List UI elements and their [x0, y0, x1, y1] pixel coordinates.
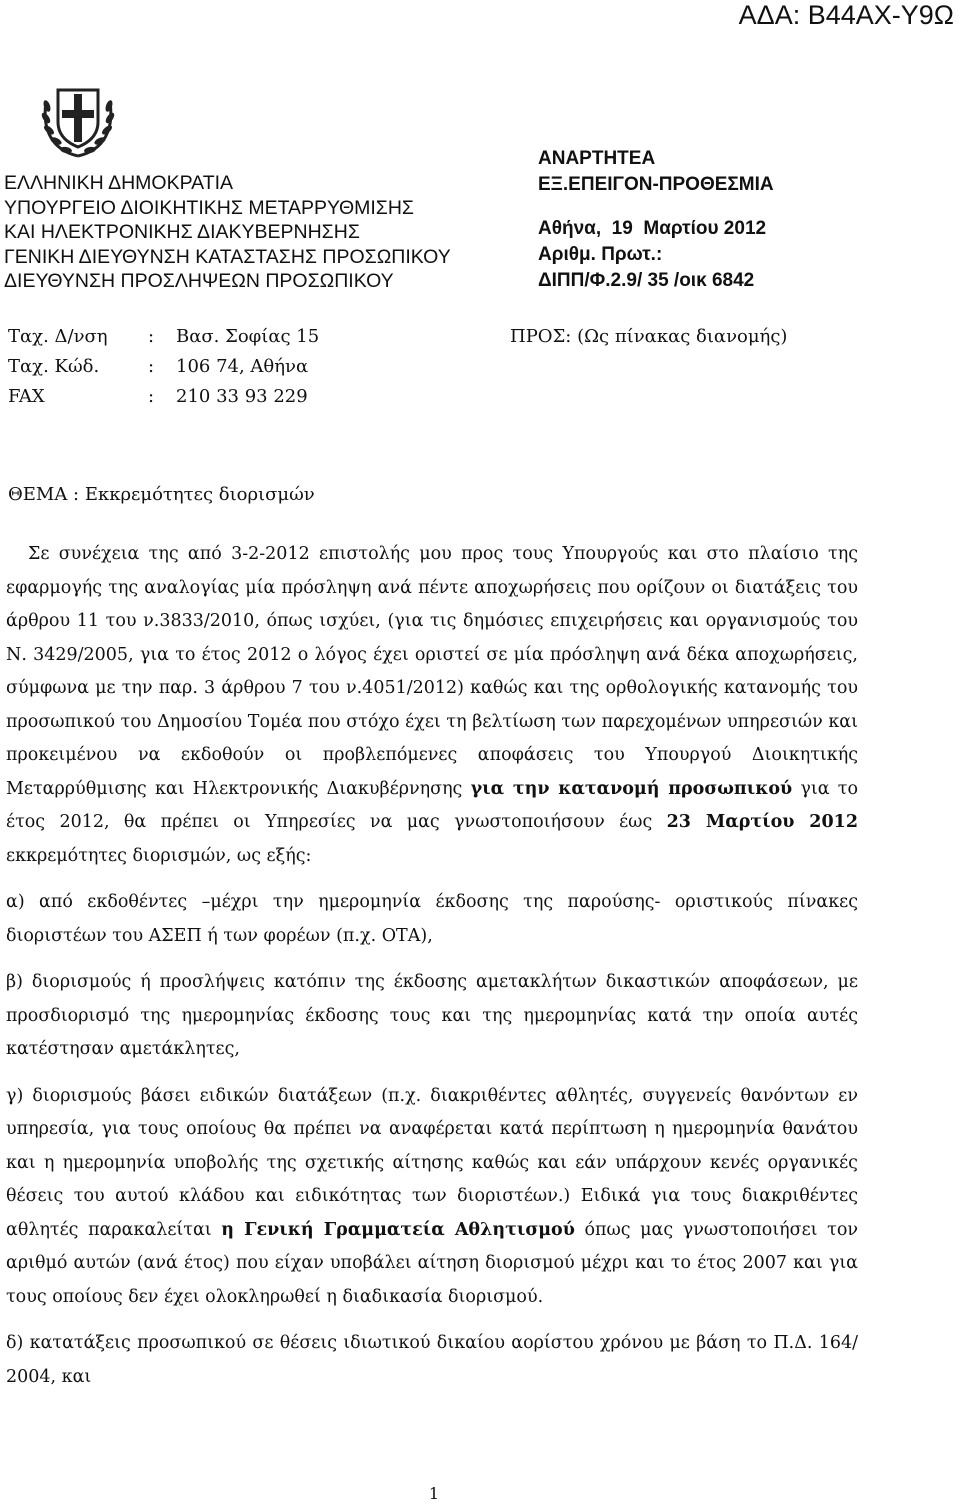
intro-paragraph: Σε συνέχεια της από 3-2-2012 επιστολής μου προς τους Υπουργούς και στο πλαίσιο της εφαρμογής της αναλογίας μία πρόσληψη ανά πέντε αποχωρήσεις που ορίζουν οι διατάξεις του άρθρου 11 του ν.3833/2010, όπως ισχύει, (για τις δημόσιες επιχειρήσεις και οργανισμούς του Ν. 3429/2005, για το έτος 2012 ο λόγος έχει οριστεί σε μία πρόσληψη ανά δέκα αποχωρήσεις, σύμφωνα με την παρ. 3 άρθρου 7 του ν.4051/2012) καθώς και της ορθολογικής κατανομής του προσωπικού του Δημοσίου Τομέα που στόχο έχει τη βελτίωση των παρεχομένων υπηρεσιών και προκειμένου να εκδοθούν οι προβλεπόμενες αποφάσεις του Υπουργού Διοικητικής Μεταρρύθμισης και Ηλεκτρονικής Διακυβέρνησης για την κατανομή προσωπικού για το έτος 2012, θα πρέπει οι Υπηρεσίες να μας γνωστοποιήσουν έως 23 Μαρτίου 2012 εκκρεμότητες διορισμών, ως εξής:: [6, 544, 858, 866]
letter-body: [6, 538, 858, 1394]
list-item-b: β) διορισμούς ή προσλήψεις κατόπιν της έκδοσης αμετακλήτων δικαστικών αποφάσεων, με προσδιορισμό της ημερομηνίας έκδοσης τους και της ημερομηνίας κατά την οποία αυτές κατέστησαν αμετάκλητες,: [6, 972, 858, 1059]
postcode-label: Ταχ. Κώδ.: [8, 356, 100, 377]
urgency-label: ΕΞ.ΕΠΕΙΓΟΝ-ΠΡΟΘΕΣΜΙΑ: [538, 174, 774, 195]
colon: :: [148, 356, 155, 377]
greek-coat-of-arms-icon: [38, 80, 118, 160]
intro-bold-phrase: για την κατανομή προσωπικού: [470, 778, 793, 799]
contact-block: [8, 322, 319, 412]
ada-code: ΑΔΑ: Β44ΑΧ-Υ9Ω: [738, 0, 954, 30]
fax-row: [8, 382, 319, 412]
fax-label: FAX: [8, 386, 45, 407]
item-c-bold-phrase: η Γενική Γραμματεία Αθλητισμού: [221, 1219, 575, 1240]
deadline-date: 23 Μαρτίου 2012: [666, 812, 858, 832]
authority-line: ΚΑΙ ΗΛΕΚΤΡΟΝΙΚΗΣ ΔΙΑΚΥΒΕΡΝΗΣΗΣ: [4, 221, 360, 243]
authority-line: ΥΠΟΥΡΓΕΙΟ ΔΙΟΙΚΗΤΙΚΗΣ ΜΕΤΑΡΡΥΘΜΙΣΗΣ: [4, 196, 414, 219]
colon: :: [148, 386, 155, 407]
authority-line: ΔΙΕΥΘΥΝΣΗ ΠΡΟΣΛΗΨΕΩΝ ΠΡΟΣΩΠΙΚΟΥ: [4, 270, 394, 292]
street-label: Ταχ. Δ/νση: [8, 326, 108, 347]
issuing-authority: [4, 171, 451, 294]
list-item-a: α) από εκδοθέντες –μέχρι την ημερομηνία έκδοσης της παρούσης- οριστικούς πίνακες διοριστέων του ΑΣΕΠ ή των φορέων (π.χ. ΟΤΑ),: [6, 892, 858, 946]
authority-line: ΓΕΝΙΚΗ ΔΙΕΥΘΥΝΣΗ ΚΑΤΑΣΤΑΣΗΣ ΠΡΟΣΩΠΙΚΟΥ: [4, 245, 451, 268]
colon: :: [148, 326, 155, 347]
street-row: [8, 322, 319, 352]
recipient: ΠΡΟΣ: (Ως πίνακας διανομής): [510, 326, 788, 347]
authority-line: ΕΛΛΗΝΙΚΗ ΔΗΜΟΚΡΑΤΙΑ: [4, 172, 234, 194]
subject-line: ΘΕΜΑ : Εκκρεμότητες διορισμών: [8, 484, 315, 505]
protocol-label: Αριθμ. Πρωτ.:: [538, 244, 663, 265]
protocol-number: ΔΙΠΠ/Φ.2.9/ 35 /οικ 6842: [538, 270, 755, 291]
postcode-row: [8, 352, 319, 382]
page-number: 1: [428, 1484, 440, 1503]
list-item-c: γ) διορισμούς βάσει ειδικών διατάξεων (π.χ. διακριθέντες αθλητές, συγγενείς θανόντων εν υπηρεσία, για τους οποίους θα πρέπει να αναφέρεται κατά περίπτωση η ημερομηνία θανάτου και η ημερομηνία υποβολής της σχετικής αίτησης καθώς και εάν υπάρχουν κενές οργανικές θέσεις του αυτού κλάδου και ειδικότητας των διοριστέων.) Ειδικά για τους διακριθέντες αθλητές παρακαλείται η Γενική Γραμματεία Αθλητισμού όπως μας γνωστοποιήσει τον αριθμό αυτών (ανά έτος) που είχαν υποβάλει αίτηση διορισμού μέχρι και το έτος 2007 και για τους οποίους δεν έχει ολοκληρωθεί η διαδικασία διορισμού.: [6, 1085, 858, 1307]
fax-value: 210 33 93 229: [176, 386, 308, 407]
street-value: Βασ. Σοφίας 15: [176, 326, 320, 347]
list-item-d: δ) κατατάξεις προσωπικού σε θέσεις ιδιωτικού δικαίου αορίστου χρόνου με βάση το Π.Δ. 164/ 2004, και: [6, 1333, 858, 1387]
place-date: Αθήνα, 19 Μαρτίου 2012: [538, 218, 767, 239]
posting-label: ΑΝΑΡΤΗΤΕΑ: [538, 148, 656, 169]
postcode-value: 106 74, Αθήνα: [176, 356, 309, 377]
document-meta: [538, 146, 774, 294]
